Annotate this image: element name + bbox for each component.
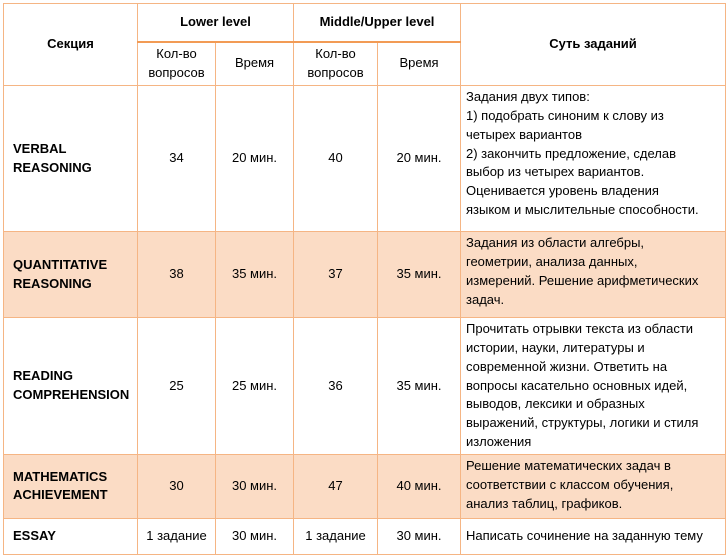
description-line: современной жизни. Ответить на — [466, 358, 668, 374]
table-row — [4, 232, 726, 318]
table-row — [4, 318, 726, 455]
section-name — [4, 454, 138, 518]
description-line: изложения — [466, 434, 532, 450]
description-line: 2) закончить предложение, сделав — [466, 145, 677, 161]
mid-time: 35 мин. — [378, 318, 461, 455]
description-line: Написать сочинение на заданную тему — [466, 527, 703, 543]
ssat-sections-table — [3, 3, 726, 555]
description-line: задач. — [466, 291, 505, 307]
description-line: Оценивается уровень владения — [466, 183, 659, 199]
table-row — [4, 454, 726, 518]
mid-questions: 1 задание — [294, 518, 378, 554]
lower-time: 30 мин. — [216, 454, 294, 518]
mid-time: 30 мин. — [378, 518, 461, 554]
description-line: геометрии, анализа данных, — [466, 253, 638, 269]
description-line: выбор из четырех вариантов. — [466, 164, 645, 180]
section-name — [4, 232, 138, 318]
description-line: четырех вариантов — [466, 126, 582, 142]
lower-questions: 30 — [138, 454, 216, 518]
mid-questions: 40 — [294, 86, 378, 232]
description-line: выражений, структуры, логики и стиля — [466, 415, 699, 431]
mid-time: 20 мин. — [378, 86, 461, 232]
header-mid-time: Время — [378, 42, 461, 86]
section-name-line2: COMPREHENSION — [13, 386, 130, 402]
section-name-line1: MATHEMATICS — [13, 468, 108, 484]
section-name-line1: VERBAL — [13, 140, 67, 156]
section-name-line1: ESSAY — [13, 527, 56, 543]
description — [461, 518, 726, 554]
lower-questions: 34 — [138, 86, 216, 232]
description-line: 1) подобрать синоним к слову из — [466, 107, 664, 123]
table-row — [4, 86, 726, 232]
section-name-line1: READING — [13, 368, 73, 384]
section-name — [4, 318, 138, 455]
header-lower-questions-line2: вопросов — [148, 64, 205, 80]
section-name-line2: ACHIEVEMENT — [13, 487, 108, 503]
header-mid-questions-line2: вопросов — [307, 64, 364, 80]
header-lower-time: Время — [216, 42, 294, 86]
lower-time: 20 мин. — [216, 86, 294, 232]
mid-questions: 36 — [294, 318, 378, 455]
header-lower-level: Lower level — [138, 4, 294, 42]
mid-time: 40 мин. — [378, 454, 461, 518]
section-name-line2: REASONING — [13, 159, 92, 175]
lower-questions: 38 — [138, 232, 216, 318]
header-mid-questions-line1: Кол-во — [315, 45, 356, 61]
description-line: соответствии с классом обучения, — [466, 476, 674, 492]
description-line: измерений. Решение арифметических — [466, 272, 699, 288]
header-section: Секция — [4, 4, 138, 86]
section-name — [4, 86, 138, 232]
description-line: языком и мыслительные способности. — [466, 202, 699, 218]
lower-time: 30 мин. — [216, 518, 294, 554]
lower-time: 25 мин. — [216, 318, 294, 455]
lower-time: 35 мин. — [216, 232, 294, 318]
description-line: Задания из области алгебры, — [466, 235, 645, 250]
section-name — [4, 518, 138, 554]
lower-questions: 25 — [138, 318, 216, 455]
table-row — [4, 518, 726, 554]
header-lower-questions-line1: Кол-во — [156, 45, 197, 61]
header-middle-upper-level: Middle/Upper level — [294, 4, 461, 42]
header-lower-questions — [138, 42, 216, 86]
header-mid-questions — [294, 42, 378, 86]
mid-time: 35 мин. — [378, 232, 461, 318]
description-line: вопросы касательно основных идей, — [466, 377, 688, 393]
description-line: истории, науки, литературы и — [466, 339, 645, 355]
section-name-line1: QUANTITATIVE — [13, 256, 108, 272]
description-line: Решение математических задач в — [466, 457, 671, 473]
description — [461, 232, 726, 318]
description-line: выводов, лексики и образных — [466, 396, 645, 412]
section-name-line2: REASONING — [13, 275, 92, 291]
lower-questions: 1 задание — [138, 518, 216, 554]
description — [461, 86, 726, 232]
mid-questions: 47 — [294, 454, 378, 518]
description-line: анализ таблиц, графиков. — [466, 495, 623, 511]
description-line: Задания двух типов: — [466, 89, 590, 104]
header-essence: Суть заданий — [461, 4, 726, 86]
description — [461, 454, 726, 518]
description — [461, 318, 726, 455]
mid-questions: 37 — [294, 232, 378, 318]
description-line: Прочитать отрывки текста из области — [466, 321, 694, 336]
